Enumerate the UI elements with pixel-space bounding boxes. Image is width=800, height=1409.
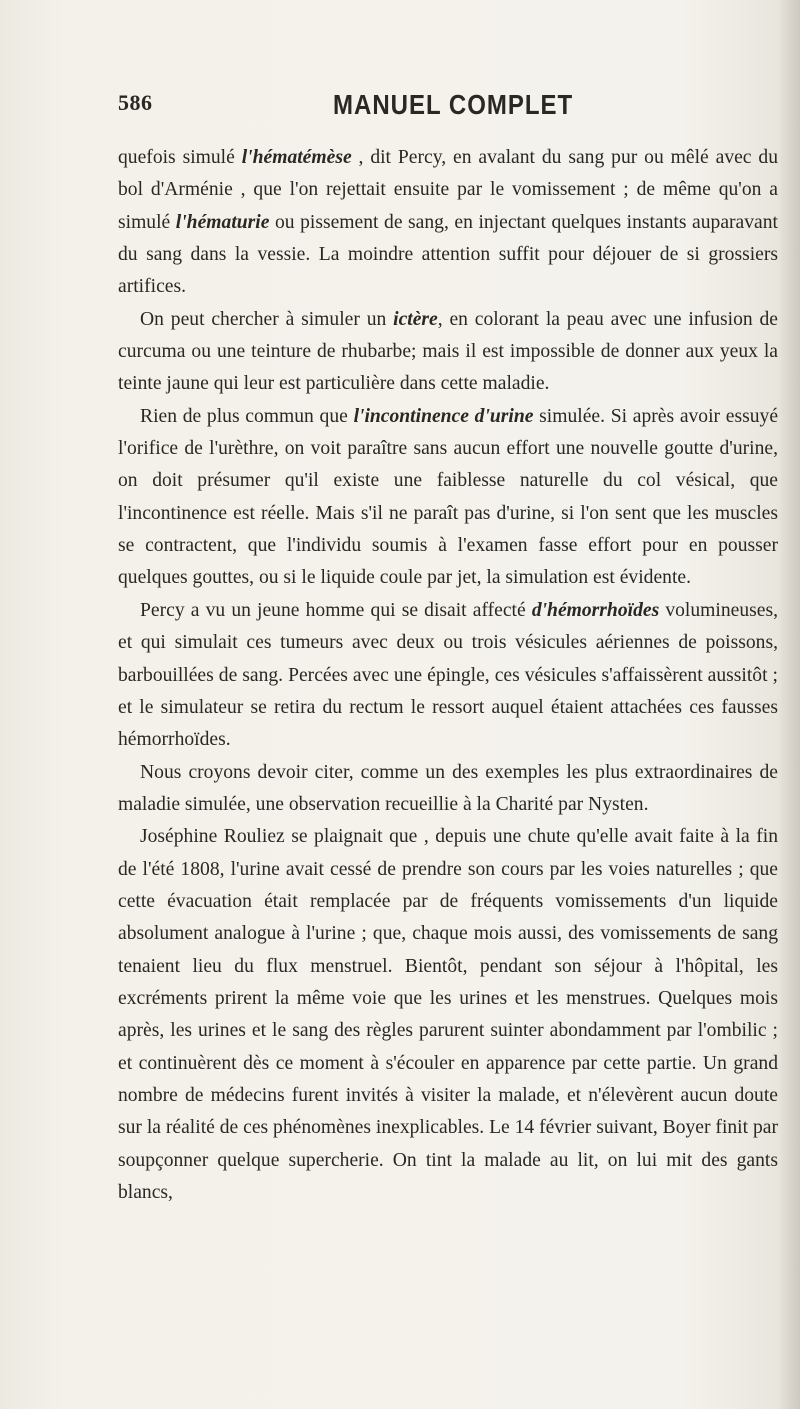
text-run: Nous croyons devoir citer, comme un des exemples les plus extraordinaires de maladie simulée, une observation recueillie à la Charité par Nysten. — [118, 761, 778, 815]
paragraph — [118, 757, 778, 822]
paragraph — [118, 595, 778, 757]
paragraph — [118, 142, 778, 304]
text-run: On peut chercher à simuler un — [140, 308, 394, 330]
body-text — [118, 142, 778, 1209]
text-run: quefois simulé — [118, 147, 242, 168]
emphasized-term: l'hématurie — [175, 211, 270, 233]
text-run: , en colorant la peau avec une infusion de curcuma ou une teinture de rhubarbe; mais il est impossible de donner aux yeux la teinte jaune qui leur est particulière dans cette maladie. — [118, 308, 778, 395]
emphasized-term: d'hémorrhoïdes — [531, 599, 660, 621]
text-run: Joséphine Rouliez se plaignait que , depuis une chute qu'elle avait faite à la fin de l'été 1808, l'urine avait cessé de prendre son cours par les voies naturelles ; que cette évacuation était remplacée par de fréquents vomissements d'un liquide absolument analogue à l'urine ; que, chaque mois aussi, des vomissements de sang tenaient lieu du flux menstruel. Bientôt, pendant son séjour à l'hôpital, les excréments prirent la même voie que les urines et les menstrues. Quelques mois après, les urines et le sang des règles parurent suinter abondamment par l'ombilic ; et continuèrent dès ce moment à s'écouler en apparence par cette partie. Un grand nombre de médecins furent invités à visiter la malade, et n'élevèrent aucun doute sur la réalité de ces phénomènes inexplicables. Le 14 février suivant, Boyer finit par soupçonner quelque supercherie. On tint la malade au lit, on lui mit des gants blancs, — [118, 826, 778, 1203]
text-run: , dit Percy, en avalant du sang pur ou mêlé avec du bol d'Arménie , que l'on rejettait ensuite par le vomissement ; de même qu'on a simulé — [118, 147, 778, 233]
emphasized-term: ictère — [393, 308, 438, 330]
page-header — [118, 90, 778, 124]
text-run: ou pissement de sang, en injectant quelques instants auparavant du sang dans la vessie. La moindre attention suffit pour déjouer de si grossiers artifices. — [118, 211, 778, 298]
text-run: Percy a vu un jeune homme qui se disait affecté — [140, 599, 532, 621]
page-number: 586 — [118, 90, 153, 115]
text-run: volumineuses, et qui simulait ces tumeurs avec deux ou trois vésicules aériennes de poissons, barbouillées de sang. Percées avec une épingle, ces vésicules s'affaissèrent aussitôt ; et le simulateur se retira du rectum le ressort auquel étaient attachées ces fausses hémorrhoïdes. — [118, 599, 778, 751]
paragraph — [118, 401, 778, 595]
emphasized-term: l'hématémèse — [241, 147, 352, 168]
emphasized-term: l'incontinence d'urine — [353, 405, 534, 427]
page-edge-shadow — [778, 0, 800, 1409]
text-run: simulée. Si après avoir essuyé l'orifice de l'urèthre, on voit paraître sans aucun effort une nouvelle goutte d'urine, on doit présumer qu'il existe une faiblesse naturelle du col vésical, que l'incontinence est réelle. Mais s'il ne paraît pas d'urine, si l'on sent que les muscles se contractent, que l'individu soumis à l'examen fasse effort pour en pousser quelques gouttes, ou si le liquide coule par jet, la simulation est évidente. — [118, 405, 779, 589]
paragraph — [118, 821, 778, 1209]
paragraph — [118, 304, 778, 401]
running-title: MANUEL COMPLET — [333, 90, 574, 122]
text-run: Rien de plus commun que — [140, 405, 354, 427]
